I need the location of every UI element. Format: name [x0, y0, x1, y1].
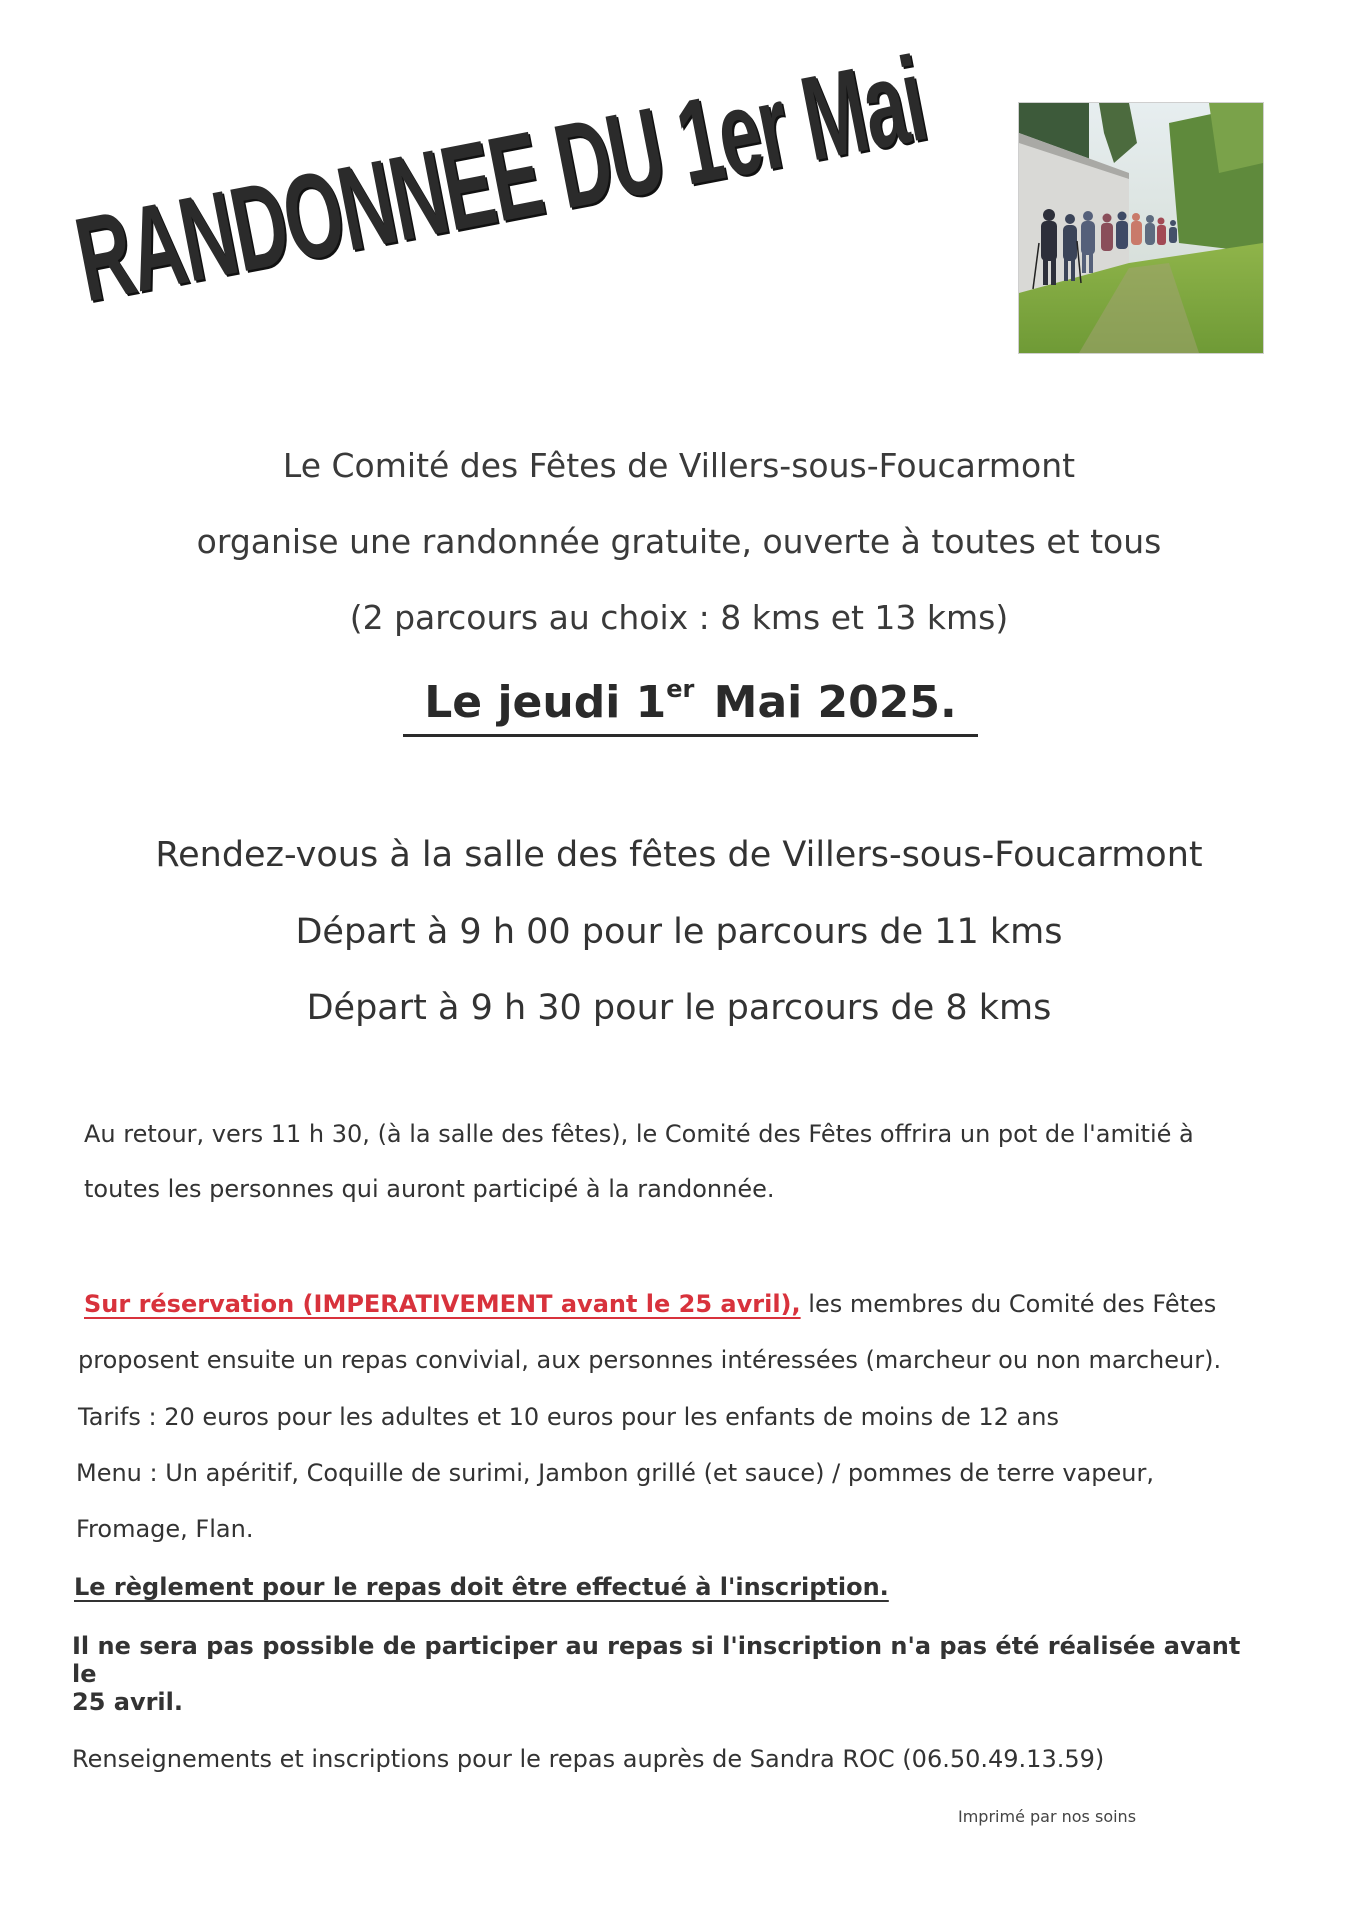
departure-8km: Départ à 9 h 30 pour le parcours de 8 kms [306, 988, 1052, 1028]
date-prefix: Le jeudi 1 [424, 677, 667, 728]
printed-by-note: Imprimé par nos soins [958, 1807, 1137, 1826]
date-ordinal: er [666, 675, 695, 703]
reservation-deadline: Sur réservation (IMPERATIVEMENT avant le 25 avril), [84, 1290, 801, 1318]
intro-line-2: organise une randonnée gratuite, ouverte à toutes et tous [196, 522, 1162, 561]
reservation-line-1 [84, 1290, 1284, 1318]
hikers-photo [1018, 102, 1264, 354]
event-date [403, 675, 978, 737]
flyer-title: RANDONNEE DU 1er Mai [66, 32, 935, 328]
rendezvous-line: Rendez-vous à la salle des fêtes de Villers-sous-Foucarmont [155, 835, 1203, 875]
contact-line: Renseignements et inscriptions pour le repas auprès de Sandra ROC (06.50.49.13.59) [72, 1745, 1105, 1773]
intro-line-3: (2 parcours au choix : 8 kms et 13 kms) [349, 598, 1009, 637]
reservation-line-2: proposent ensuite un repas convivial, aux personnes intéressées (marcheur ou non marcheur). [78, 1346, 1222, 1374]
retour-line-1: Au retour, vers 11 h 30, (à la salle des fêtes), le Comité des Fêtes offrira un pot de l'amitié à [84, 1120, 1194, 1148]
date-suffix: Mai 2025. [698, 677, 957, 728]
tarifs-line: Tarifs : 20 euros pour les adultes et 10 euros pour les enfants de moins de 12 ans [78, 1403, 1059, 1431]
retour-line-2: toutes les personnes qui auront participé à la randonnée. [84, 1175, 775, 1203]
warning-line-2: 25 avril. [72, 1688, 183, 1716]
payment-notice: Le règlement pour le repas doit être effectué à l'inscription. [74, 1573, 889, 1601]
intro-line-1: Le Comité des Fêtes de Villers-sous-Foucarmont [282, 446, 1076, 485]
warning-line-1: Il ne sera pas possible de participer au repas si l'inscription n'a pas été réalisée avant le [72, 1632, 1241, 1688]
departure-11km: Départ à 9 h 00 pour le parcours de 11 kms [295, 912, 1063, 952]
reservation-rest: les membres du Comité des Fêtes [800, 1290, 1217, 1318]
menu-line-1: Menu : Un apéritif, Coquille de surimi, Jambon grillé (et sauce) / pommes de terre vapeur, [76, 1459, 1154, 1487]
menu-line-2: Fromage, Flan. [76, 1515, 254, 1543]
